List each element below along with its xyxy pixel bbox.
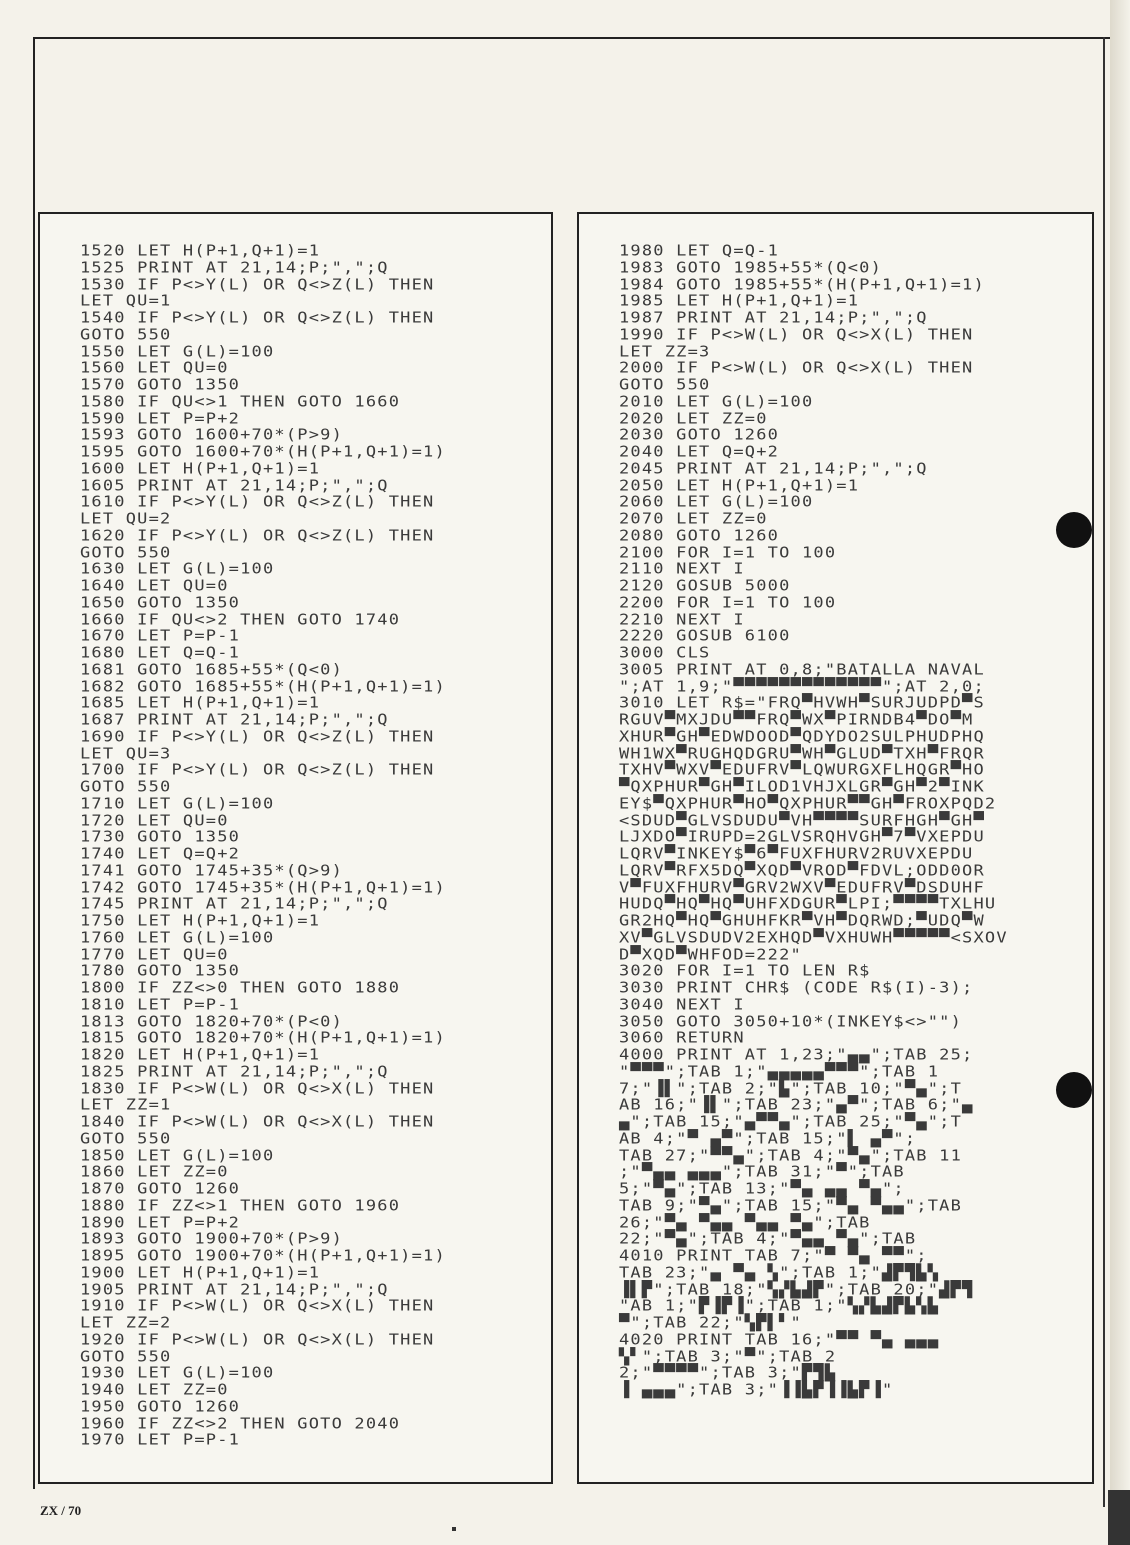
code-line: 2210 NEXT I	[619, 610, 745, 629]
code-line: 1620 IF P<>Y(L) OR Q<>Z(L) THEN	[80, 526, 435, 545]
code-line: V▀FUXFHURV▀GRV2WXV▀EDUFRV▀DSDUHF	[619, 878, 985, 897]
code-line: 1682 GOTO 1685+55*(H(P+1,Q+1)=1)	[80, 677, 446, 696]
code-line: 1690 IF P<>Y(L) OR Q<>Z(L) THEN	[80, 727, 435, 746]
code-line: 1710 LET G(L)=100	[80, 794, 275, 813]
code-line: RGUV▀MXJDU▀▀FRQ▀WX▀PIRNDB4▀DO▀M	[619, 711, 974, 730]
code-line: 5;"▀▄";TAB 13;"▀▄ ▄▄ ▀▄";	[619, 1180, 905, 1199]
code-line: 2200 FOR I=1 TO 100	[619, 593, 837, 612]
code-line: 1593 GOTO 1600+70*(P>9)	[80, 426, 344, 445]
code-line: 1550 LET G(L)=100	[80, 342, 275, 361]
code-line: LET ZZ=3	[619, 342, 711, 361]
code-line: 3010 LET R$="FRQ▀HVWH▀SURJUDPD▀S	[619, 694, 985, 713]
code-line: ▀QXPHUR▀GH▀ILOD1VHJXLGR▀GH▀2▀INK	[619, 778, 985, 797]
code-line: ;"▀▄▄ ▄▄▄";TAB 31;"▀";TAB	[619, 1163, 905, 1182]
code-line: "▀▀▀";TAB 1;"▄▄▄▄▄▀▀▀";TAB 1	[619, 1062, 940, 1081]
code-line: 1820 LET H(P+1,Q+1)=1	[80, 1046, 321, 1065]
code-line: 1560 LET QU=0	[80, 359, 229, 378]
code-line: 1830 IF P<>W(L) OR Q<>X(L) THEN	[80, 1079, 435, 1098]
print-mark	[452, 1527, 456, 1531]
code-line: XHUR▀GH▀EDWDOOD▀QDYDO2SULPHUDPHQ	[619, 727, 985, 746]
code-line: 3050 GOTO 3050+10*(INKEY$<>"")	[619, 1012, 963, 1031]
code-line: 1685 LET H(P+1,Q+1)=1	[80, 694, 321, 713]
code-line: 1870 GOTO 1260	[80, 1180, 241, 1199]
code-line: ▀";TAB 22;"▚▛▌▘"	[619, 1314, 802, 1333]
code-line: LQRV▀INKEY$▀6▀FUXFHURV2RUVXEPDU	[619, 845, 974, 864]
code-line: GR2HQ▀HQ▀GHUHFKR▀VH▀DQRWD;▀UDQ▀W	[619, 912, 985, 931]
code-line: 1810 LET P=P-1	[80, 995, 241, 1014]
code-line: 3040 NEXT I	[619, 995, 745, 1014]
code-line: 1540 IF P<>Y(L) OR Q<>Z(L) THEN	[80, 309, 435, 328]
code-line: LET QU=2	[80, 510, 172, 529]
binding-tab	[1108, 1490, 1130, 1545]
binding-shadow	[1110, 0, 1130, 1545]
code-line: 2000 IF P<>W(L) OR Q<>X(L) THEN	[619, 359, 974, 378]
code-line: 2110 NEXT I	[619, 560, 745, 579]
code-line: 1895 GOTO 1900+70*(H(P+1,Q+1)=1)	[80, 1247, 446, 1266]
right-edge-rule	[1103, 37, 1105, 1507]
code-line: 2;"▀▀▀▀";TAB 3;"▛▜▙	[619, 1364, 837, 1383]
code-line: 2120 GOSUB 5000	[619, 577, 791, 596]
right-program-listing	[577, 212, 1094, 1484]
page-folio: ZX / 70	[40, 1503, 82, 1518]
code-line: 1670 LET P=P-1	[80, 627, 241, 646]
code-line: LET ZZ=1	[80, 1096, 172, 1115]
code-line: 1580 IF QU<>1 THEN GOTO 1660	[80, 392, 401, 411]
code-line: 1813 GOTO 1820+70*(P<0)	[80, 1012, 344, 1031]
code-line: 1640 LET QU=0	[80, 577, 229, 596]
code-line: 1987 PRINT AT 21,14;P;",";Q	[619, 309, 928, 328]
code-line: 1600 LET H(P+1,Q+1)=1	[80, 459, 321, 478]
code-line: 1860 LET ZZ=0	[80, 1163, 229, 1182]
code-line: 1840 IF P<>W(L) OR Q<>X(L) THEN	[80, 1113, 435, 1132]
code-line: ▐▌▛";TAB 18;"▚▞▙▟▛";TAB 20;"▟▛▜	[619, 1280, 974, 1299]
code-line: 1850 LET G(L)=100	[80, 1146, 275, 1165]
code-line: 1681 GOTO 1685+55*(Q<0)	[80, 660, 344, 679]
code-line: D▀XQD▀WHFOD=222"	[619, 945, 802, 964]
code-line: 1570 GOTO 1350	[80, 376, 241, 395]
code-line: ▄";TAB 15;"▄▀▀▄";TAB 25;"▀▄";T	[619, 1113, 963, 1132]
code-line: GOTO 550	[80, 1129, 172, 1148]
code-line: 2040 LET Q=Q+2	[619, 443, 780, 462]
code-line: 1720 LET QU=0	[80, 811, 229, 830]
code-line: 1520 LET H(P+1,Q+1)=1	[80, 242, 321, 261]
code-line: 22;"▀▄";TAB 4;"▀▄▄ ▀▄";TAB	[619, 1230, 917, 1249]
code-line: TAB 27;"▀▀▄";TAB 4;"▀▄";TAB 11	[619, 1146, 963, 1165]
code-line: 1984 GOTO 1985+55*(H(P+1,Q+1)=1)	[619, 275, 985, 294]
code-line: 2045 PRINT AT 21,14;P;",";Q	[619, 459, 928, 478]
code-line: 1960 IF ZZ<>2 THEN GOTO 2040	[80, 1414, 401, 1433]
code-line: 2050 LET H(P+1,Q+1)=1	[619, 476, 860, 495]
code-line: TXHV▀WXV▀EDUFRV▀LQWURGXFLHQGR▀HO	[619, 761, 985, 780]
code-line: 1760 LET G(L)=100	[80, 928, 275, 947]
code-line: 1610 IF P<>Y(L) OR Q<>Z(L) THEN	[80, 493, 435, 512]
code-line: 1815 GOTO 1820+70*(H(P+1,Q+1)=1)	[80, 1029, 446, 1048]
code-line: 1595 GOTO 1600+70*(H(P+1,Q+1)=1)	[80, 443, 446, 462]
code-line: LJXDO▀IRUPD=2GLVSRQHVGH▀7▀VXEPDU	[619, 828, 985, 847]
code-line: 4000 PRINT AT 1,23;"▄▄";TAB 25;	[619, 1046, 974, 1065]
code-line: 26;"▀▄ ▀▄▄ ▀▄▄ ▀▄";TAB	[619, 1213, 871, 1232]
code-line: 1740 LET Q=Q+2	[80, 845, 241, 864]
code-line: "AB 1;"▛▐▛▐";TAB 1;"▚▞▙▟▛▙▚▙	[619, 1297, 940, 1316]
code-line: ▐ ▄▄▄";TAB 3;"▐▐▙▛▐▐▙▛▐"	[619, 1381, 894, 1400]
code-line: 3060 RETURN	[619, 1029, 745, 1048]
code-line: 1590 LET P=P+2	[80, 409, 241, 428]
code-line: WH1WX▀RUGHQDGRU▀WH▀GLUD▀TXH▀FRQR	[619, 744, 985, 763]
code-line: 1687 PRINT AT 21,14;P;",";Q	[80, 711, 389, 730]
code-line: 1900 LET H(P+1,Q+1)=1	[80, 1263, 321, 1282]
code-line: 1660 IF QU<>2 THEN GOTO 1740	[80, 610, 401, 629]
code-line: ▚▘";TAB 3;"▀";TAB 2	[619, 1347, 837, 1366]
code-line: AB 4;"▀ ▄▀";TAB 15;"▌ ▄▀";	[619, 1129, 917, 1148]
code-line: 1730 GOTO 1350	[80, 828, 241, 847]
punch-hole-bottom	[1056, 1072, 1092, 1108]
code-line: 1770 LET QU=0	[80, 945, 229, 964]
code-line: 2060 LET G(L)=100	[619, 493, 814, 512]
code-line: <SDUD▀GLVSDUDU▀VH▀▀▀▀SURFHGH▀GH▀	[619, 811, 985, 830]
code-line: 1680 LET Q=Q-1	[80, 644, 241, 663]
code-line: XV▀GLVSDUDV2EXHQD▀VXHUWH▀▀▀▀▀<SXOV	[619, 928, 1008, 947]
code-line: 2220 GOSUB 6100	[619, 627, 791, 646]
code-line: 2100 FOR I=1 TO 100	[619, 543, 837, 562]
code-line: 2010 LET G(L)=100	[619, 392, 814, 411]
code-line: 4020 PRINT TAB 16;"▀▀ ▀▄ ▄▄▄	[619, 1330, 940, 1349]
code-line: 1525 PRINT AT 21,14;P;",";Q	[80, 258, 389, 277]
code-line: 1650 GOTO 1350	[80, 593, 241, 612]
code-line: 1742 GOTO 1745+35*(H(P+1,Q+1)=1)	[80, 878, 446, 897]
code-line: GOTO 550	[80, 325, 172, 344]
code-line: 1985 LET H(P+1,Q+1)=1	[619, 292, 860, 311]
code-line: GOTO 550	[80, 778, 172, 797]
code-line: HUDQ▀HQ▀HQ▀UHFXDGUR▀LPI;▀▀▀▀TXLHU	[619, 895, 997, 914]
code-line: 1983 GOTO 1985+55*(Q<0)	[619, 258, 883, 277]
code-line: 3020 FOR I=1 TO LEN R$	[619, 962, 871, 981]
code-line: 2080 GOTO 1260	[619, 526, 780, 545]
code-line: 1940 LET ZZ=0	[80, 1381, 229, 1400]
code-line: 1890 LET P=P+2	[80, 1213, 241, 1232]
punch-hole-top	[1056, 512, 1092, 548]
code-line: LET ZZ=2	[80, 1314, 172, 1333]
code-line: 1800 IF ZZ<>0 THEN GOTO 1880	[80, 979, 401, 998]
code-line: 1630 LET G(L)=100	[80, 560, 275, 579]
left-program-listing	[38, 212, 553, 1484]
code-line: 1930 LET G(L)=100	[80, 1364, 275, 1383]
code-line: 1990 IF P<>W(L) OR Q<>X(L) THEN	[619, 325, 974, 344]
code-line: GOTO 550	[80, 1347, 172, 1366]
code-line: 1905 PRINT AT 21,14;P;",";Q	[80, 1280, 389, 1299]
code-line: TAB 9;"▀▄";TAB 15;"▀▄ ▀▄▄";TAB	[619, 1196, 963, 1215]
code-line: GOTO 550	[619, 376, 711, 395]
code-line: 3000 CLS	[619, 644, 711, 663]
code-line: 1880 IF ZZ<>1 THEN GOTO 1960	[80, 1196, 401, 1215]
code-line: 3030 PRINT CHR$ (CODE R$(I)-3);	[619, 979, 974, 998]
code-line: 1700 IF P<>Y(L) OR Q<>Z(L) THEN	[80, 761, 435, 780]
code-line: 1530 IF P<>Y(L) OR Q<>Z(L) THEN	[80, 275, 435, 294]
code-line: 1893 GOTO 1900+70*(P>9)	[80, 1230, 344, 1249]
code-line: GOTO 550	[80, 543, 172, 562]
code-line: 1825 PRINT AT 21,14;P;",";Q	[80, 1062, 389, 1081]
code-line: LET QU=3	[80, 744, 172, 763]
code-line: 1970 LET P=P-1	[80, 1431, 241, 1450]
code-line: 1750 LET H(P+1,Q+1)=1	[80, 912, 321, 931]
code-line: 1741 GOTO 1745+35*(Q>9)	[80, 861, 344, 880]
code-line: ";AT 1,9;"▀▀▀▀▀▀▀▀▀▀▀▀▀";AT 2,0;	[619, 677, 985, 696]
code-line: LQRV▀RFX5DQ▀XQD▀VROD▀FDVL;ODD0OR	[619, 861, 985, 880]
code-line: AB 16;"▐▌";TAB 23;"▄▀";TAB 6;"▄	[619, 1096, 974, 1115]
code-line: 1920 IF P<>W(L) OR Q<>X(L) THEN	[80, 1330, 435, 1349]
code-line: TAB 23;"▄ ▀▄ ▚";TAB 1;"▟▛▜▙▚	[619, 1263, 940, 1282]
code-line: 4010 PRINT TAB 7;"▀ ▀▄ ▀▀";	[619, 1247, 928, 1266]
code-line: EY$▀QXPHUR▀HO▀QXPHUR▀▀GH▀FROXPQD2	[619, 794, 997, 813]
code-line: LET QU=1	[80, 292, 172, 311]
code-line: 3005 PRINT AT 0,8;"BATALLA NAVAL	[619, 660, 985, 679]
code-line: 2070 LET ZZ=0	[619, 510, 768, 529]
code-line: 1980 LET Q=Q-1	[619, 242, 780, 261]
code-line: 1950 GOTO 1260	[80, 1397, 241, 1416]
code-line: 1745 PRINT AT 21,14;P;",";Q	[80, 895, 389, 914]
code-line: 1605 PRINT AT 21,14;P;",";Q	[80, 476, 389, 495]
code-line: 1910 IF P<>W(L) OR Q<>X(L) THEN	[80, 1297, 435, 1316]
code-line: 1780 GOTO 1350	[80, 962, 241, 981]
code-line: 2020 LET ZZ=0	[619, 409, 768, 428]
code-line: 7;"▐▌";TAB 2;"▙";TAB 10;"▀▄";T	[619, 1079, 963, 1098]
code-line: 2030 GOTO 1260	[619, 426, 780, 445]
